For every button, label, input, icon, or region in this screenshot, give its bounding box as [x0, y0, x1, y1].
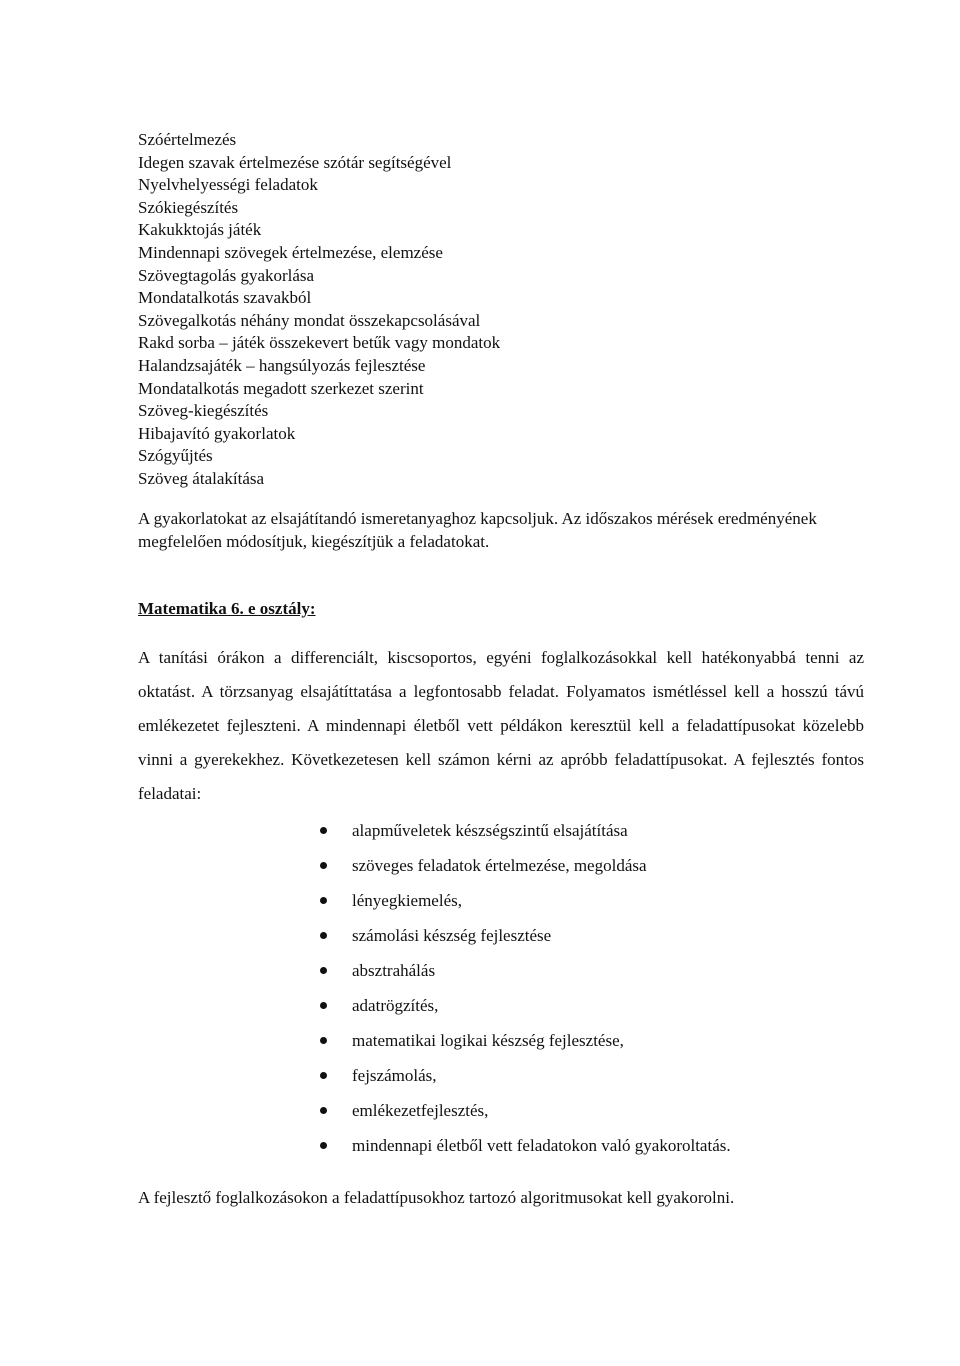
task-item-label: alapműveletek készségszintű elsajátítása: [352, 821, 628, 840]
section-heading: Matematika 6. e osztály:: [138, 599, 316, 618]
task-item-label: absztrahálás: [352, 961, 436, 980]
topic-item: Mondatalkotás megadott szerkezet szerint: [138, 378, 424, 398]
topic-item: Szóértelmezés: [138, 130, 237, 149]
bullet-icon: [320, 1072, 327, 1079]
task-list: [320, 813, 731, 1163]
topic-item: Szöveg-kiegészítés: [138, 401, 269, 421]
task-item: [320, 1093, 731, 1128]
topic-item: Halandzsajáték – hangsúlyozás fejlesztése: [138, 355, 426, 375]
topic-item: Hibajavító gyakorlatok: [138, 423, 296, 443]
topic-item: Szövegalkotás néhány mondat összekapcsolásával: [138, 310, 481, 330]
task-item-label: mindennapi életből vett feladatokon való gyakoroltatás.: [352, 1136, 731, 1155]
topic-item: Szógyűjtés: [138, 446, 213, 466]
task-item: [320, 848, 731, 883]
topic-item: Mondatalkotás szavakból: [138, 288, 312, 308]
topic-item: Szövegtagolás gyakorlása: [138, 265, 315, 285]
closing-sentence: A fejlesztő foglalkozásokon a feladattípusokhoz tartozó algoritmusokat kell gyakorolni.: [138, 1188, 735, 1207]
bullet-icon: [320, 897, 327, 904]
task-item: [320, 1128, 731, 1163]
topic-item: Mindennapi szövegek értelmezése, elemzése: [138, 242, 443, 262]
bullet-icon: [320, 1002, 327, 1009]
task-item-label: adatrögzítés,: [352, 996, 439, 1015]
topic-list: [138, 129, 500, 491]
task-item-label: fejszámolás,: [352, 1066, 437, 1085]
topic-item: Nyelvhelyességi feladatok: [138, 175, 318, 195]
bullet-icon: [320, 1107, 327, 1114]
exercise-note: A gyakorlatokat az elsajátítandó ismeretanyaghoz kapcsoljuk. Az időszakos mérések eredményének megfelelően módosítjuk, kiegészítjük a feladatokat.: [138, 509, 817, 551]
topic-item: Idegen szavak értelmezése szótár segítségével: [138, 152, 452, 172]
bullet-icon: [320, 1142, 327, 1149]
topic-item: Kakukktojás játék: [138, 220, 262, 240]
topic-item: Szókiegészítés: [138, 197, 239, 217]
task-item: [320, 988, 731, 1023]
task-item: [320, 1023, 731, 1058]
topic-item: Rakd sorba – játék összekevert betűk vagy mondatok: [138, 333, 501, 353]
task-item: [320, 953, 731, 988]
task-item-label: szöveges feladatok értelmezése, megoldása: [352, 856, 647, 875]
task-item-label: számolási készség fejlesztése: [352, 926, 552, 945]
task-item: [320, 813, 731, 848]
topic-item: Szöveg átalakítása: [138, 468, 265, 488]
task-item-label: lényegkiemelés,: [352, 891, 462, 910]
task-item: [320, 883, 731, 918]
task-item: [320, 918, 731, 953]
task-item: [320, 1058, 731, 1093]
task-item-label: matematikai logikai készség fejlesztése,: [352, 1031, 624, 1050]
bullet-icon: [320, 1037, 327, 1044]
bullet-icon: [320, 862, 327, 869]
task-item-label: emlékezetfejlesztés,: [352, 1101, 489, 1120]
bullet-icon: [320, 827, 327, 834]
bullet-icon: [320, 967, 327, 974]
body-paragraph: A tanítási órákon a differenciált, kiscsoportos, egyéni foglalkozásokkal kell hatékonyabbá tenni az oktatást. A törzsanyag elsajátíttatása a legfontosabb feladat. Folyamatos ismétléssel kell a hosszú távú emlékezetet fejleszteni. A mindennapi életből vett példákon keresztül kell a feladattípusokat közelebb vinni a gyerekekhez. Következetesen kell számon kérni az apróbb feladattípusokat. A fejlesztés fontos feladatai:: [138, 648, 864, 803]
bullet-icon: [320, 932, 327, 939]
